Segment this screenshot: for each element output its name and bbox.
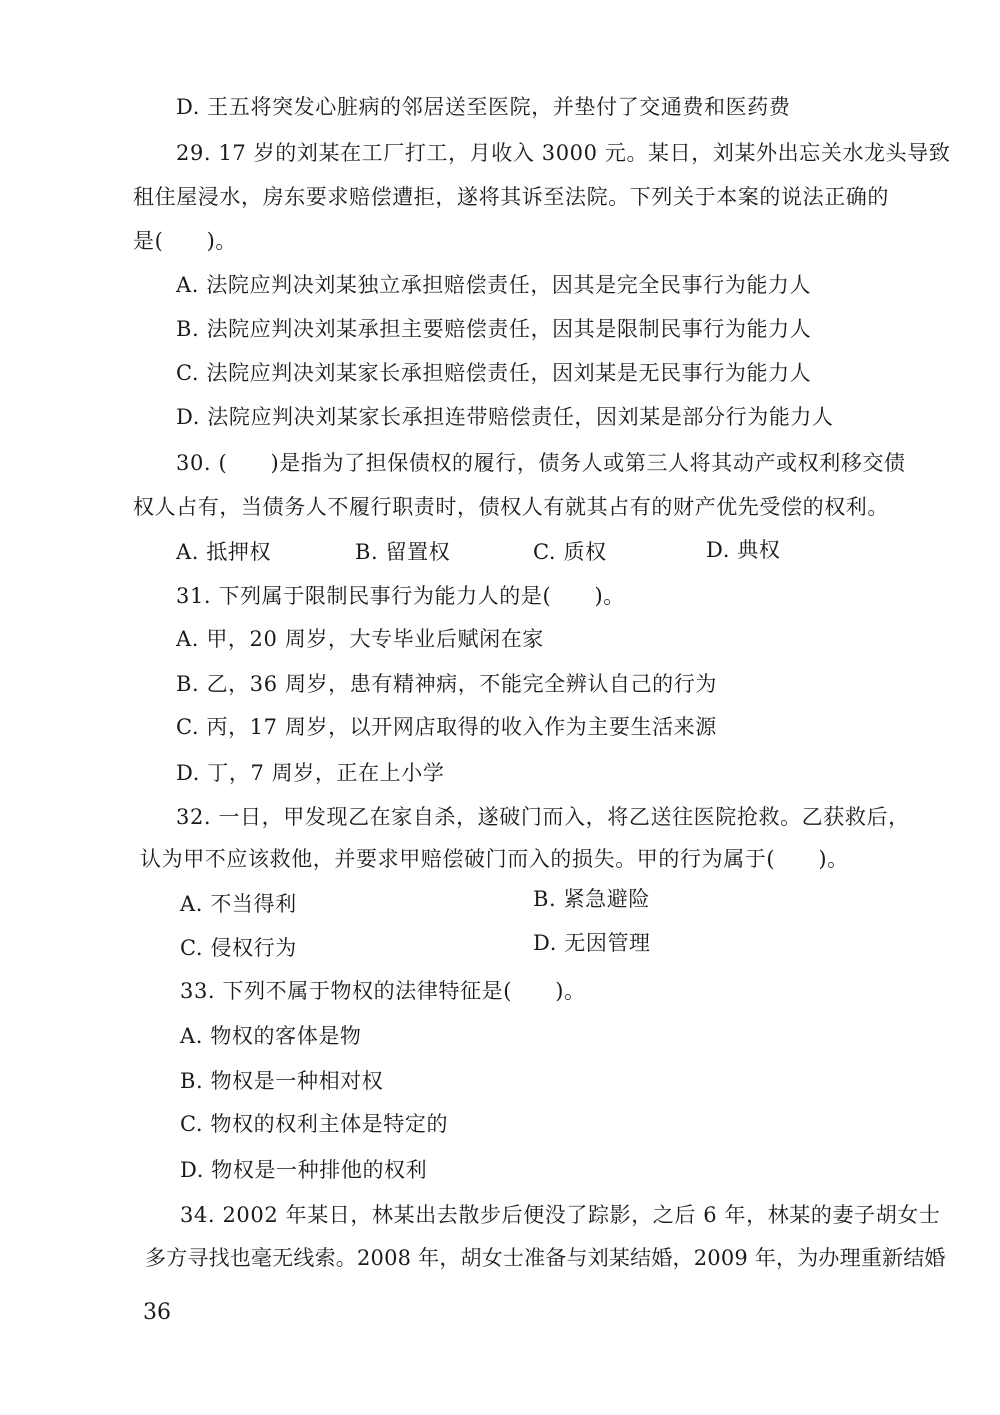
q32-option-d: D. 无因管理 [533,931,651,955]
q30-stem-line-2: 权人占有，当债务人不履行职责时，债权人有就其占有的财产优先受偿的权利。 [133,495,889,519]
q31-option-b: B. 乙，36 周岁，患有精神病，不能完全辨认自己的行为 [176,672,717,696]
q29-option-a: A. 法院应判决刘某独立承担赔偿责任，因其是完全民事行为能力人 [176,273,812,297]
q32-option-a: A. 不当得利 [180,892,297,916]
q31-option-a: A. 甲，20 周岁，大专毕业后赋闲在家 [176,627,544,651]
page-number: 36 [143,1300,171,1325]
q34-stem-line-1: 34. 2002 年某日，林某出去散步后便没了踪影，之后 6 年，林某的妻子胡女士 [180,1203,941,1227]
q28-option-d: D. 王五将突发心脏病的邻居送至医院，并垫付了交通费和医药费 [176,95,791,119]
q29-option-c: C. 法院应判决刘某家长承担赔偿责任，因刘某是无民事行为能力人 [176,361,812,385]
q29-option-d: D. 法院应判决刘某家长承担连带赔偿责任，因刘某是部分行为能力人 [176,405,834,429]
q30-option-d: D. 典权 [706,538,781,562]
q29-stem-line-3: 是( )。 [133,229,237,253]
q32-stem-line-1: 32. 一日，甲发现乙在家自杀，遂破门而入，将乙送往医院抢救。乙获救后， [176,805,910,829]
q32-stem-line-2: 认为甲不应该救他，并要求甲赔偿破门而入的损失。甲的行为属于( )。 [140,847,849,871]
q29-stem-line-2: 租住屋浸水，房东要求赔偿遭拒，遂将其诉至法院。下列关于本案的说法正确的 [133,185,889,209]
q29-option-b: B. 法院应判决刘某承担主要赔偿责任，因其是限制民事行为能力人 [176,317,812,341]
q33-option-b: B. 物权是一种相对权 [180,1069,384,1093]
q32-option-c: C. 侵权行为 [180,936,297,960]
q29-stem-line-1: 29. 17 岁的刘某在工厂打工，月收入 3000 元。某日，刘某外出忘关水龙头导致 [176,141,951,165]
q32-option-b: B. 紧急避险 [533,887,650,911]
q33-option-d: D. 物权是一种排他的权利 [180,1158,428,1182]
q34-stem-line-2: 多方寻找也毫无线索。2008 年，胡女士准备与刘某结婚，2009 年，为办理重新结婚 [145,1246,946,1270]
q33-stem: 33. 下列不属于物权的法律特征是( )。 [180,979,586,1003]
q31-option-c: C. 丙，17 周岁，以开网店取得的收入作为主要生活来源 [176,715,717,739]
q33-option-c: C. 物权的权利主体是特定的 [180,1112,449,1136]
q30-option-c: C. 质权 [533,540,607,564]
q31-stem: 31. 下列属于限制民事行为能力人的是( )。 [176,584,625,608]
q30-option-b: B. 留置权 [355,540,451,564]
q31-option-d: D. 丁，7 周岁，正在上小学 [176,761,445,785]
q30-stem-line-1: 30. ( )是指为了担保债权的履行，债务人或第三人将其动产或权利移交债 [176,451,906,475]
q33-option-a: A. 物权的客体是物 [180,1024,362,1048]
q30-option-a: A. 抵押权 [176,540,272,564]
